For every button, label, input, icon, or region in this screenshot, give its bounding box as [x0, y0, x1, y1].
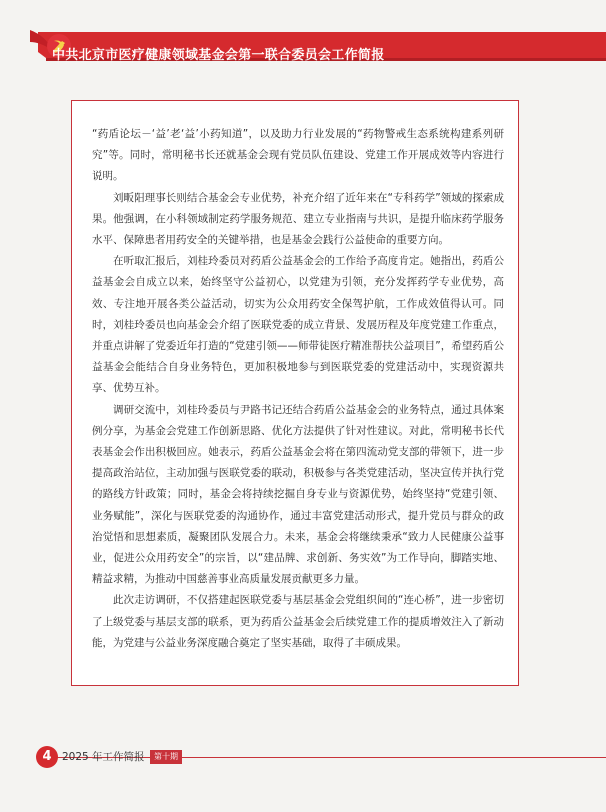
header-title: 中共北京市医疗健康领域基金会第一联合委员会工作简报 [52, 48, 385, 63]
article-paragraph: 此次走访调研，不仅搭建起医联党委与基层基金会党组织间的“连心桥”，进一步密切了上级党委与基层支部的联系，更为药盾公益基金会后续党建工作的提质增效注入了新动能，为党建与公益业务深度融合奠定了坚实基础，取得了丰硕成果。 [92, 594, 504, 649]
article-paragraph: 调研交流中，刘桂玲委员与尹路书记还结合药盾公益基金会的业务特点，通过具体案例分享，为基金会党建工作创新思路、优化方法提供了针对性建议。对此，常明秘书长代表基金会作出积极回应。她表示，药盾公益基金会将在第四流动党支部的带领下，进一步提高政治站位，主动加强与医联党委的联动，积极参与各类党建活动，坚决宣传并执行党的路线方针政策；同时，基金会将持续挖掘自身专业与资源优势，始终坚持“党建引领、业务赋能”，深化与医联党委的沟通协作，通过丰富党建活动形式，提升党员与群众的政治觉悟和思想素质，凝聚团队发展合力。未来，基金会将继续秉承“致力人民健康公益事业，促进公众用药安全”的宗旨，以“建品牌、求创新、务实效”为工作导向，脚踏实地、精益求精，为推动中国慈善事业高质量发展贡献更多力量。 [92, 403, 504, 586]
page-number: 4 [36, 746, 58, 768]
article-paragraph: 刘畈阳理事长则结合基金会专业优势，补充介绍了近年来在“专科药学”领域的探索成果。他强调，在小科领域制定药学服务规范、建立专业指南与共识，是提升临床药学服务水平、保障患者用药安全的关键举措，也是基金会践行公益使命的重要方向。 [92, 191, 504, 247]
publication-title: 2025 年工作简报 [62, 751, 145, 763]
article-paragraph: “药盾论坛－‘益’老‘益’小药知道”，以及助力行业发展的“药物警戒生态系统构建系列研究”等。同时，常明秘书长还就基金会现有党员队伍建设、党建工作开展成效等内容进行说明。 [92, 128, 504, 183]
article-paragraph: 在听取汇报后，刘桂玲委员对药盾公益基金会的工作给予高度肯定。她指出，药盾公益基金会自成立以来，始终坚守公益初心，以党建为引领，充分发挥药学专业优势，高效、专注地开展各类公益活动，切实为公众用药安全保驾护航，工作成效值得认可。同时，刘桂玲委员也向基金会介绍了医联党委的成立背景、发展历程及年度党建工作重点，并重点讲解了党委近年打造的“党建引领——师带徒医疗精准帮扶公益项目”，希望药盾公益基金会能结合自身业务特色，更加积极地参与到医联党委的党建活动中，实现资源共享、优势互补。 [92, 255, 504, 395]
article-body [92, 124, 504, 654]
issue-badge: 第十期 [150, 750, 182, 764]
